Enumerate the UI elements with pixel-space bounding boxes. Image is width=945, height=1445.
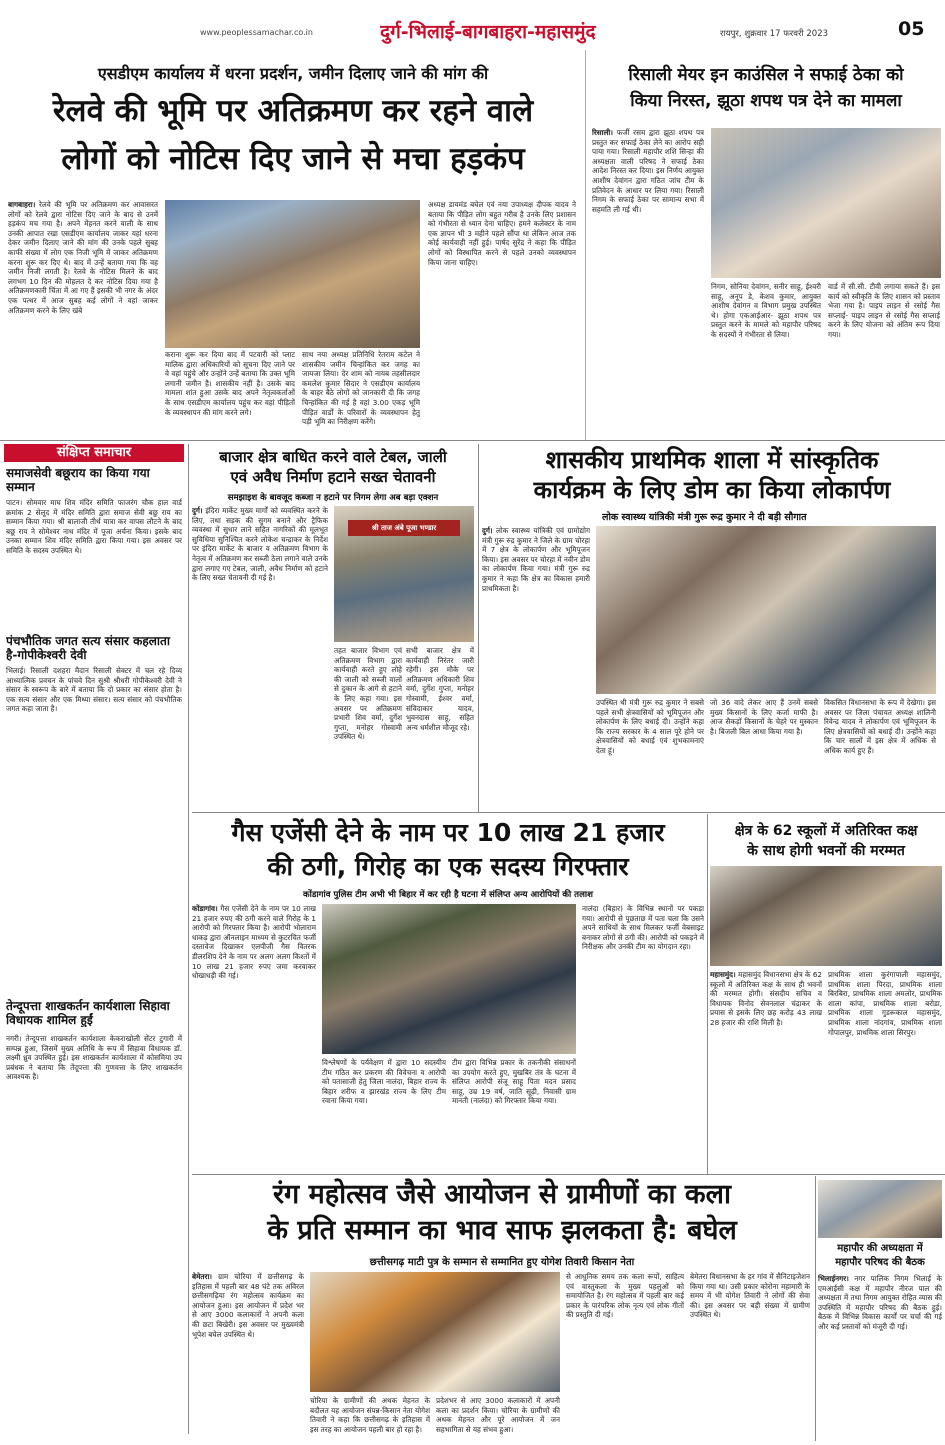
story4-col2: उपस्थित थी मंत्री गुरू रुद्र कुमार ने सबसे पहले सभी क्षेत्रवासियों को भूमिपूजन और लोकार्पण के लिए बधाई दी। उन्होंने कहा कि राज्य सरकार के 4 साल पूरे होने पर क्षेत्रवासियों को बधाई एवं शुभकामनाएं देता हूं। [596, 698, 704, 755]
story5-col4: नालंदा (बिहार) के विभिन्न स्थानों पर पकड़ा गया। आरोपी से पूछताछ में पता चला कि उसने अपने साथियों के साथ मिलकर फर्जी वेबसाइट बनाकर लोगों से ठगी की। आरोपी को पकड़ने में निरीक्षक और उनकी टीम का योगदान रहा। [582, 904, 704, 952]
story6-photo [710, 866, 942, 966]
story4-headline-2: कार्यक्रम के लिए डोम का किया लोकार्पण [533, 476, 891, 504]
website-url[interactable]: www.peoplessamachar.co.in [200, 28, 313, 37]
story3-caption: तहत बाजार विभाग एवं अतिक्रमण विभाग द्वारा कार्यवाही करते हुए लोहे की जाली को सब्जी वालों से दुकान के आगे से हटाने के लिए कहा गया। इस अवसर पर अतिक्रमण प्रभारी शिव वर्मा, दुर्गेश गुप्ता, मनोहर गोस्वामी उपस्थित थे। [334, 646, 402, 742]
story5-headline-1: गैस एजेंसी देने के नाम पर 10 लाख 21 हजार [231, 818, 665, 847]
story3-subhead: समझाइश के बावजूद कब्जा न हटाने पर निगम लेगा अब बड़ा एक्शन [227, 493, 439, 503]
story3-body: दुर्ग। इंदिरा मार्केट मुख्य मार्गों को व्यवस्थित करने के लिए, तथा सड़क की सुगम बनाने और ट्रैफिक व्यवस्था में सुधार लाने सहित नागरिकों की मूलभूत सुविधिया सुनिश्चित करने लोकेश चन्द्राकर के निर्देश पर इंदिरा मार्केट के बाजार व अतिक्रमण विभाग के नेतृत्व में अतिक्रमण कर सब्जी ठेला लगाने वाले उनके द्वारा लगाए गए टेबल, जाली, अवैध निर्माण को हटाने के लिए सख्त चेतावनी दी गई है। [192, 506, 328, 583]
story-mayor-council-meeting [818, 1178, 942, 1440]
story3-headline-2: एवं अवैध निर्माण हटाने सख्त चेतावनी [230, 468, 436, 486]
story5-photo [322, 904, 576, 1054]
page-number: 05 [898, 18, 925, 40]
meeting-body: भिलाईनगर। नगर पालिक निगम भिलाई के एमआईसी कक्ष में महापौर नीरज पाल की अध्यक्षता में तथा निगम आयुक्त रोहित व्यास की उपस्थिति में महापौर परिषद की बैठक हुई। बैठक में विभिन्न विकास कार्यों पर चर्चा की गई और कई प्रस्तावों को मंजूरी दी गई। [818, 1274, 942, 1331]
meeting-headline-1: महापौर की अध्यक्षता में [837, 1243, 923, 1254]
story6-headline-2: के साथ होगी भवनों की मरम्मत [747, 843, 905, 859]
story3-photo [334, 506, 474, 642]
story2-headline-1: रिसाली मेयर इन काउंसिल ने सफाई ठेका को [628, 65, 904, 85]
story3-col3: सभी बाजार क्षेत्र में कार्यवाही निरंतर जारी रहेगी। इस मौके पर अतिक्रमण अधिकारी शिव वर्मा, दुर्गेश गुप्ता, मनोहर गोस्वामी, ईश्वर वर्मा, संविदाकार यादव, भुवनदास साहू, सहित अन्य धर्मशील मौजूद रहे। [406, 646, 474, 732]
dateline: रायपुर, शुक्रवार 17 फरवरी 2023 [720, 29, 829, 39]
brief-news-column [4, 444, 184, 1434]
brief-item1-body: पाटन। सोमवार माघ शिव मंदिर समिति फाजरंग चौक हाल वार्ड क्रमांक 2 सेलूद में मंदिर समिति द्वारा समाज सेवी बछु राय का सम्मान किया गया। श्री बालाजी तीर्थ यात्रा कर वापस लौटने के बाद बछू राय ने सोमेश्वर नाथ मंदिर में पूजा अर्चना किया। इसके बाद उनका सम्मान शिव मंदिर समिति द्वारा किया गया। इस अवसर पर समिति के सदस्य उपस्थित थे। [6, 498, 182, 555]
story6-headline-1: क्षेत्र के 62 स्कूलों में अतिरिक्त कक्ष [734, 823, 918, 839]
story2-col3: वार्ड में सी.सी. टीवी लगाया सकते हैं। इस कार्य को स्वीकृति के लिए शासन को प्रस्ताव भेजा गया है। पाइप लाइन से रसोई गैस सप्लाई- पाइप लाइन से रसोई गैस सप्लाई करने के लिए योजना को अंतिम रूप दिया गया। [828, 282, 940, 339]
section-title: दुर्ग-भिलाई-बागबाहरा-महासमुंद [380, 21, 596, 43]
story1-col4: अध्यक्ष डायमंड बघेल एवं नया उपाध्यक्ष दीपक यादव ने बताया कि पीड़ित लोग बहुत गरीब है उनके लिए प्रशासन को गंभीरता से ध्यान देना चाहिए। हमने कलेक्टर के नाम एक ज्ञापन भी 3 महीने पहले सौंपा था लेकिन आज तक कोई कार्यवाही नहीं हुई। पार्षद सुरेंद्र ने कहा कि पीड़ित लोगों को विस्थापित करने से पहले उनको व्यवस्थापन किया जाना चाहिए। [428, 200, 576, 267]
brief-item2-body: भिलाई। रिसाली दशहरा मैदान रिसाली सेक्टर में चल रहे दिव्य आध्यात्मिक प्रवचन के पांचवे दिन सुश्री श्रीधरी गोपीकेश्वरी देवी ने संसार के स्वरूप के बारे में बताया कि दो प्रकार का संसार होता है। एक सत्य संसार और एक मिथ्या संसार। सत्य संसार को पंचभौतिक जगत कहा जाता है। [6, 666, 182, 714]
story2-photo [711, 128, 941, 278]
story6-col2: प्राथमिक शाला कुरंगापाली महासमुंद, प्राथमिक शाला पिरदा, प्राथमिक शाला बिरबिरा, प्राथमिक शाला अमलोर, प्राथमिक शाला कांपा, प्राथमिक शाला बरोडा, प्राथमिक शाला गुडरूकाल महासमुंद, प्राथमिक शाला नांदगांव, प्राथमिक शाला गोपालपुर, प्राथमिक शाला सिरपुर। [828, 970, 942, 1037]
story1-caption: कराना शुरू कर दिया बाद में पटवारी को प्लाट मालिक द्वारा अधिकारियों को सूचना दिए जाने पर वे वहां पहुंचे और उन्होंने उन्हें बताया कि उक्त भूमि लगानी जमीन है। शासकीय नहीं है। उसके बाद मामला शांत हुआ उसके बाद अपने नेतृत्वकर्ताओं के साथ एसडीएम कार्यालय पहुंच कर वहां पीड़ितों के व्यवस्थापन की मांग करने लगे। [165, 350, 295, 417]
meeting-headline-2: महापौर परिषद की बैठक [835, 1257, 925, 1268]
story1-body: बागबाहरा। रेलवे की भूमि पर अतिक्रमण कर आवासरत लोगों को रेलवे द्वारा नोटिस दिए जाने के बाद से उनमें हड़कंप मच गया है। अपने मेंहनत करने वाली के साथ उनकी आपात रखा एसडीएम कार्यालय जाकर यहां धरना देकर जमीन दिलाए जाने की मांग की उनके पहले सुबह काफी संख्या में लोग एक निजी भूमि में जाकर अतिक्रमण करना शुरू कर दिए थे। बाद में उन्हें बताया गया कि वह जमीन निजी लगती है। रेलवे के नोटिस मिलने के बाद लगभग 10 दिन की मोहलत दे कर नोटिस दिया गया है अतिक्रमणकारी चिंता में आ गए हैं इसकी भी नगर के अंदर एक पत्थर में आज सुबह कई लोगों ने वहां जाकर अतिक्रमण करने के लिए खंबे [8, 200, 158, 315]
story1-photo [165, 200, 420, 348]
story7-col5: बेमेतरा विधानसभा के हर गांव में सैनिटाइजेशन किया गया था। उसी प्रकार कोरोना महामारी के समय में भी योगेश तिवारी ने लोगों की सेवा की। इस अवसर पर बड़ी संख्या में ग्रामीण उपस्थित थे। [690, 1272, 810, 1320]
story7-col4: से आधुनिक समय तक कला रूपों, साहित्य एवं वास्तुकला के मुख्य पहलुओं को समायोजित है। रंग महोत्सव में पहली बार कई प्रकार के पारंपरिक लोक नृत्य एवं लोक गीतों की प्रस्तुति दी गई। [566, 1272, 684, 1320]
story3-headline-1: बाजार क्षेत्र बाधित करने वाले टेबल, जाली [219, 448, 447, 466]
brief-item3-body: नगरी। तेन्दूपत्ता शाखकर्तन कार्यशाला केकराखोली सेंटर टुगारी में सम्पन्न हुआ, जिसमें मुख्य अतिथि के रूप में सिहावा विधायक डॉ. लक्ष्मी ध्रुव उपस्थित हुई। इस शाखकर्तन कार्यशाला में कोसमिया उप प्रबंधक ने बताया कि तेंदूपत्ता की गुणवत्ता के लिए शाखकर्तन आवश्यक है। [6, 1034, 182, 1082]
story7-headline-1: रंग महोत्सव जैसे आयोजन से ग्रामीणों का कला [273, 1179, 731, 1210]
story-dome-inauguration [482, 444, 942, 812]
story7-headline-2: के प्रति सम्मान का भाव साफ झलकता है: बघेल [267, 1215, 737, 1246]
story4-body: दुर्ग। लोक स्वास्थ्य यांत्रिकी एवं ग्रामोद्योग मंत्री गुरू रुद्र कुमार ने जिले के ग्राम चोरहा में 7 क्षेत्र के लोकार्पण और भूमिपूजन किया। इस अवसर पर चोरहा में नवीन डोम का लोकार्पण किया गया। मंत्री गुरू रुद्र कुमार ने कहा कि क्षेत्र का विकास हमारी प्राथमिकता है। [482, 526, 590, 593]
story2-body: रिसाली। फर्जी रसम द्वारा झूठा शपथ पत्र प्रस्तुत कर सफाई ठेका लेने का आरोप सही पाया गया। रिसाली महापौर शशि सिन्हा की अध्यक्षता वाली परिषद ने सफाई ठेका आदेश निरस्त कर दिया। इस निर्णय आयुक्त आशीष देवांगन द्वारा गठित जांच टीम के प्रतिवेदन के आधार पर लिया गया। रिसाली निगम के सफाई ठेका पर सामान्य सभा में सहमति ली गई थी। [592, 128, 704, 214]
story7-caption: चोरिया के ग्रामीणों की अथक मेहनत के बदौलत यह आयोजन संपन्न-किसान नेता योगेश तिवारी ने कहा कि छत्तीसगढ़ के इतिहास में इस तरह का आयोजन पहली बार हो रहा है। [310, 1396, 430, 1434]
story1-headline-2: लोगों को नोटिस दिए जाने से मचा हड़कंप [61, 141, 525, 177]
story4-col3: जो 36 वादे लेकर आए हैं उनमें सबसे मुख्य किसानों के लिए कर्जा माफी है। आज सैकड़ों किसानों के चेहरे पर मुस्कान है। बिजली बिल आधा किया गया है। [710, 698, 818, 736]
brief-section-label: संक्षिप्त समाचार [4, 444, 184, 462]
story2-headline-2: किया निरस्त, झूठा शपथ पत्र देने का मामला [630, 91, 902, 111]
story1-kicker: एसडीएम कार्यालय में धरना प्रदर्शन, जमीन दिलाए जाने की मांग की [97, 64, 489, 83]
story4-photo [596, 526, 936, 694]
meeting-photo [818, 1180, 942, 1238]
shop-sign: श्री ताज अंबे पूजा भण्डार [348, 520, 460, 536]
story-schools-repair [710, 814, 942, 1174]
story5-caption: विश्लेषणों के पर्यवेक्षण में द्वारा 10 सदस्यीय टीम गठित कर प्रकरण की विवेचना व आरोपी को पतासाजी हेतु जिला नालंदा, बिहार राज्य के बिहार शरीफ व झारखंड राज्य के लिए टीम रवाना किया गया। [322, 1058, 446, 1106]
story6-body: महासमुंद। महासमुंद विधानसभा क्षेत्र के 62 स्कूलों में अतिरिक्त कक्ष के साथ ही भवनों की मरम्मत होगी। संसदीय सचिव व विधायक विनोद सेवनलाल चंद्राकर के प्रयास से इसके लिए छह करोड़ 43 लाख 28 हजार की राशि मिली है। [710, 970, 822, 1027]
story-rang-mahotsav [192, 1176, 812, 1441]
story-risali-mic [585, 50, 945, 440]
story-gas-agency-fraud [192, 814, 704, 1174]
brief-item2-headline: पंचभौतिक जगत सत्य संसार कहलाता है-गोपीकेश्वरी देवी [6, 634, 170, 662]
story2-col2: निगम, सोनिया देवांगन, सनीर साहू, ईश्वरी साहू, अनूप डे, केशव कुमार, आयुक्त आशीष देवांगन व विभाग प्रमुख उपस्थित थे। होगा एकआईआर- झूठा शपथ पत्र प्रस्तुत करने के मामले को महापौर परिषद के सदस्यों ने गंभीरता से लिया। [711, 282, 821, 339]
story5-subhead: कोंडागांव पुलिस टीम अभी भी बिहार में कर रही है घटना में संलिप्त अन्य आरोपियों की तलाश [303, 890, 593, 900]
masthead [0, 0, 945, 44]
story1-col3: साथ नया अध्यक्ष प्रतिनिधि रेतराम कटेल ने शासकीय जमीन चिन्हांकित कर जगह का जायजा लिया। देर शाम को नायब तहसीलदार कमलेश कुमार सिदार ने एसडीएम कार्यालय के बाहर बैठे लोगों को जानकारी दी कि जगह चिन्हांकित की गई है वहां 3.00 एकड़ भूमि पीड़ित वार्डों के परिवारों के व्यवस्थापन हेतु पड़ी भूमि का निरीक्षण करेंगे। [302, 350, 420, 427]
story4-subhead: लोक स्वास्थ्य यांत्रिकी मंत्री गुरू रूद्र कुमार ने दी बड़ी सौगात [602, 512, 807, 523]
story4-headline-1: शासकीय प्राथमिक शाला में सांस्कृतिक [545, 446, 879, 474]
story5-col3: टीम द्वारा विभिन्न प्रकार के तकनीकी संसाधनों का उपयोग करते हुए, मुखबिर तंत्र के घटना में संलिप्त आरोपी संजू साहू पिता मदन प्रसाद साहू, उम्र 19 वर्ष, जाति सूढ़ी, निवासी ग्राम मानती (नालंदा) को गिरफ्तार किया गया। [452, 1058, 576, 1106]
story5-headline-2: की ठगी, गिरोह का एक सदस्य गिरफ्तार [267, 852, 629, 881]
story7-photo [310, 1272, 560, 1392]
story-railway-encroachment [0, 50, 582, 440]
story5-body: कोंडागांव। गैस एजेंसी देने के नाम पर 10 लाख 21 हजार रुपए की ठगी करने वाले गिरोह के 1 आरोपी को गिरफ्तार किया है। आरोपी भोलाराम धाकड़ द्वारा ऑनलाइन माध्यम से कुटरचित फर्जी दस्तावेज दिखाकर एलपीजी गैस वितरक डीलरशिप देने के नाम पर अलग अलग किश्तों में 10 लाख 21 हजार रुपए जमा करवाकर धोखाधड़ी की गई। [192, 904, 316, 981]
brief-item3-headline: तेन्दूपत्ता शाखकर्तन कार्यशाला सिहावा विधायक शामिल हुईं [6, 999, 170, 1027]
story4-col4: विकसित विधानसभा के रूप में देखेगा। इस अवसर पर जिला पंचायत अध्यक्ष शालिनी रिवेन्द्र यादव ने लोकार्पण एवं भूमिपूजन के लिए क्षेत्रवासियों को बधाई दी। उन्होंने कहा कि चार सालों में इस क्षेत्र में अधिक से अधिक कार्य हुए हैं। [824, 698, 936, 755]
story-market-encroachment [192, 444, 474, 812]
story7-subhead: छत्तीसगढ़ माटी पुत्र के सम्मान से सम्मानित हुए योगेश तिवारी किसान नेता [369, 1257, 635, 1268]
brief-item1-headline: समाजसेवी बछूराय का किया गया सम्मान [6, 466, 150, 494]
story7-body: बेमेतरा। ग्राम चोरिया में छत्तीसगढ़ के इतिहास में पहली बार 48 घंटे तक अविरल छत्तीसगढ़िया रंग महोत्सव कार्यक्रम का आयोजन हुआ। इस आयोजन में प्रदेश भर से आए 3000 कलाकारों ने अपनी कला की छटा बिखेरी। इस अवसर पर मुख्यमंत्री भूपेश बघेल उपस्थित थे। [192, 1272, 304, 1339]
story7-col3: प्रदेशभर से आए 3000 कलाकारों में अपनी कला का प्रदर्शन किया। चोरिया के ग्रामीणों की अथक मेहनत और पूरे आयोजन में जन सहभागिता से यह संभव हुआ। [436, 1396, 560, 1434]
story1-headline-1: रेलवे की भूमि पर अतिक्रमण कर रहने वाले [52, 93, 534, 129]
